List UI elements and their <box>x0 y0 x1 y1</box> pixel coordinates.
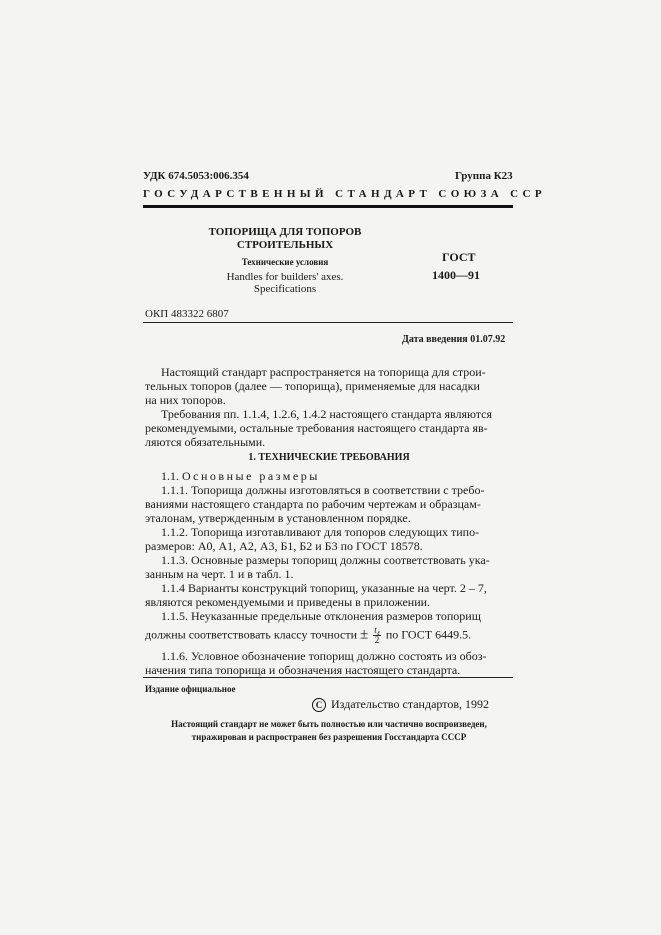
subsection-name: Основные размеры <box>182 469 320 483</box>
intro-line: рекомендуемыми, остальные требования настоящего стандарта яв- <box>145 421 488 435</box>
body-line: 1.1.3. Основные размеры топорищ должны соответствовать ука- <box>161 553 490 567</box>
body-line: 1.1.1. Топорища должны изготовляться в соответствии с требо- <box>161 483 485 497</box>
body-line-with-formula <box>145 626 513 645</box>
intro-line: ляются обязательными. <box>145 435 266 449</box>
english-title <box>185 271 385 295</box>
okp-code: ОКП 483322 6807 <box>145 308 229 320</box>
copyright-line <box>312 697 489 712</box>
section-body <box>145 469 513 677</box>
document-title <box>185 226 385 252</box>
tolerance-fraction <box>373 626 381 645</box>
intro-line: на них топоров. <box>145 393 226 407</box>
gost-label: ГОСТ <box>442 250 476 264</box>
document-subtitle: Технические условия <box>241 257 329 267</box>
body-line: эталонам, утвержденным в установленном порядке. <box>145 511 411 525</box>
intro-text <box>145 365 513 449</box>
group-code: Группа К23 <box>455 170 513 182</box>
section-heading: 1. ТЕХНИЧЕСКИЕ ТРЕБОВАНИЯ <box>248 452 410 463</box>
official-edition: Издание официальное <box>145 684 236 694</box>
intro-line: Настоящий стандарт распространяется на топорища для строи- <box>161 365 486 379</box>
fraction-denominator: 2 <box>374 635 380 645</box>
body-text: по ГОСТ 6449.5. <box>385 627 472 642</box>
body-line: 1.1.6. Условное обозначение топорищ должно состоять из обоз- <box>161 649 487 663</box>
udk-code: УДК 674.5053:006.354 <box>143 170 249 182</box>
copyright-text: Издательство стандартов, 1992 <box>331 697 489 711</box>
notice-line-1: Настоящий стандарт не может быть полностью или частично воспроизведен, <box>171 719 487 729</box>
subsection-number: 1.1. <box>161 469 179 483</box>
gost-number: 1400—91 <box>432 268 480 282</box>
reproduction-notice <box>143 718 515 744</box>
plus-minus-sign: ± <box>360 626 369 643</box>
header-rule <box>143 205 513 208</box>
body-line: 1.1.2. Топорища изготавливают для топоров следующих типо- <box>161 525 480 539</box>
state-standard-banner: ГОСУДАРСТВЕННЫЙ СТАНДАРТ СОЮЗА ССР <box>143 188 546 200</box>
title-line-1: ТОПОРИЩА ДЛЯ ТОПОРОВ <box>208 226 362 238</box>
english-title-line-2: Specifications <box>253 283 317 295</box>
body-line: 1.1.5. Неуказанные предельные отклонения размеров топорищ <box>161 609 481 623</box>
copyright-icon: С <box>312 698 326 712</box>
notice-line-2: тиражирован и распространен без разрешения Госстандарта СССР <box>191 732 467 742</box>
body-line: занным на черт. 1 и в табл. 1. <box>145 567 294 581</box>
subsection-title <box>145 469 513 483</box>
intro-line: Требования пп. 1.1.4, 1.2.6, 1.4.2 настоящего стандарта являются <box>161 407 493 421</box>
introduction-date: Дата введения 01.07.92 <box>402 334 506 345</box>
okp-rule <box>143 322 513 323</box>
intro-line: тельных топоров (далее — топорища), применяемые для насадки <box>145 379 480 393</box>
body-line: начения типа топорища и обозначения настоящего стандарта. <box>145 663 461 677</box>
body-line: размеров: А0, А1, А2, А3, Б1, Б2 и Б3 по ГОСТ 18578. <box>145 539 423 553</box>
body-line: 1.1.4 Варианты конструкций топорищ, указанные на черт. 2 – 7, <box>161 581 487 595</box>
body-text: должны соответствовать классу точности <box>145 627 357 642</box>
english-title-line-1: Handles for builders' axes. <box>226 271 344 283</box>
fraction-numerator: t₄ <box>374 625 380 635</box>
title-line-2: СТРОИТЕЛЬНЫХ <box>236 239 334 251</box>
body-line: ваниями настоящего стандарта по рабочим чертежам и образцам- <box>145 497 481 511</box>
footer-rule <box>143 677 513 678</box>
body-line: являются рекомендуемыми и приведены в приложении. <box>145 595 431 609</box>
